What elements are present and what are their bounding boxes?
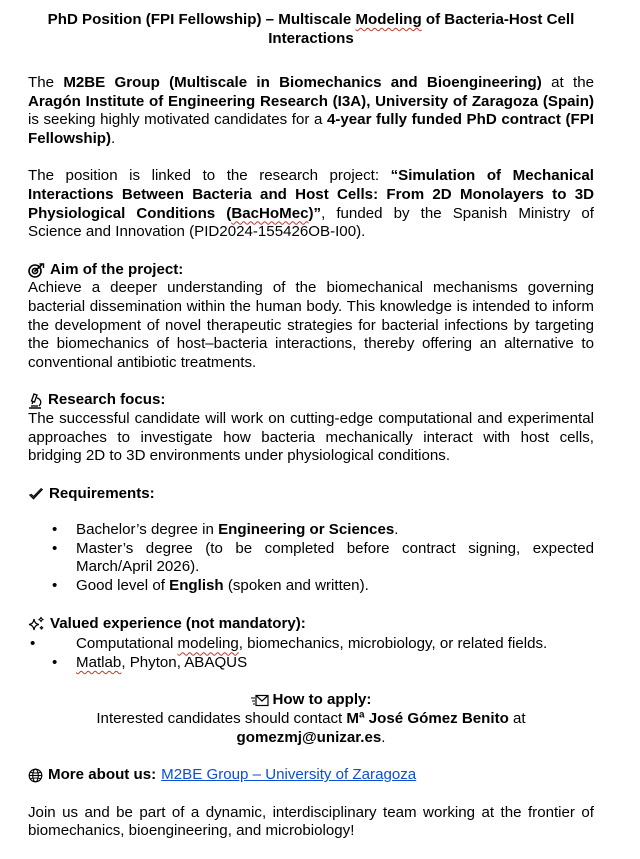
- globe-icon: [28, 768, 43, 783]
- valued-list: [28, 635, 594, 672]
- m2be-group-link[interactable]: M2BE Group – University of Zaragoza: [161, 766, 417, 784]
- envelope-icon: [251, 694, 269, 707]
- checkmark-icon: [28, 487, 44, 501]
- list-item: • Bachelor’s degree in Engineering or Sciences.: [28, 521, 594, 540]
- title-text: PhD Position (FPI Fellowship) – Multiscale: [47, 11, 356, 28]
- aim-heading: Aim of the project:: [28, 261, 594, 280]
- requirements-heading: Requirements:: [28, 485, 594, 504]
- microscope-icon: [28, 393, 43, 409]
- title-text: of Bacteria-Host Cell: [421, 11, 575, 28]
- apply-text: Interested candidates should contact Mª José Gómez Benito at: [96, 710, 526, 728]
- title-text-misspelled: Modeling: [355, 11, 422, 28]
- email-address[interactable]: gomezmj@unizar.es: [236, 728, 382, 746]
- focus-heading: Research focus:: [28, 391, 594, 410]
- aim-text: Achieve a deeper understanding of the biomechanical mechanisms governing bacterial dissemination within the human body. This knowledge is intended to inform the development of novel therapeutic strategies for bacterial infections by targeting the biomechanics of host–bacteria interactions, thereby offering an alternative to conventional antibiotic treatments.: [28, 279, 594, 371]
- requirements-list: [28, 521, 594, 595]
- focus-text: The successful candidate will work on cutting-edge computational and experimental approaches to investigate how bacteria mechanically interact with host cells, bridging 2D to 3D environments under physiological conditions.: [28, 409, 594, 465]
- closing-paragraph: Join us and be part of a dynamic, interdisciplinary team working at the frontier of biomechanics, bioengineering, and microbiology!: [28, 803, 594, 840]
- list-item: • Good level of English (spoken and written).: [28, 577, 594, 596]
- project-paragraph: The position is linked to the research project: “Simulation of Mechanical Interactions Between Bacteria and Host Cells: From 2D Monolayers to 3D Physiological Conditions (BacHoMec)”, funded by the Spanish Ministry of Science and Innovation (PID2024-155426OB-I00).: [28, 167, 594, 241]
- page-title: [28, 10, 594, 48]
- list-item: • Matlab, Phyton, ABAQUS: [28, 654, 594, 673]
- title-text: Interactions: [268, 30, 354, 47]
- apply-heading: How to apply:: [28, 691, 594, 710]
- apply-email: gomezmj@unizar.es.: [236, 728, 386, 746]
- sparkles-icon: [28, 616, 45, 632]
- target-icon: [28, 263, 45, 278]
- valued-heading: Valued experience (not mandatory):: [28, 615, 594, 634]
- list-item: • Master’s degree (to be completed before contract signing, expected March/April 2026).: [28, 540, 594, 577]
- apply-section: [28, 691, 594, 747]
- more-about-us: More about us: M2BE Group – University of Zaragoza: [28, 766, 594, 785]
- intro-paragraph: The M2BE Group (Multiscale in Biomechanics and Bioengineering) at the Aragón Institute of Engineering Research (I3A), University of Zaragoza (Spain) is seeking highly motivated candidates for a 4-year fully funded PhD contract (FPI Fellowship).: [28, 74, 594, 147]
- list-item: • Computational modeling, biomechanics, microbiology, or related fields.: [28, 635, 594, 654]
